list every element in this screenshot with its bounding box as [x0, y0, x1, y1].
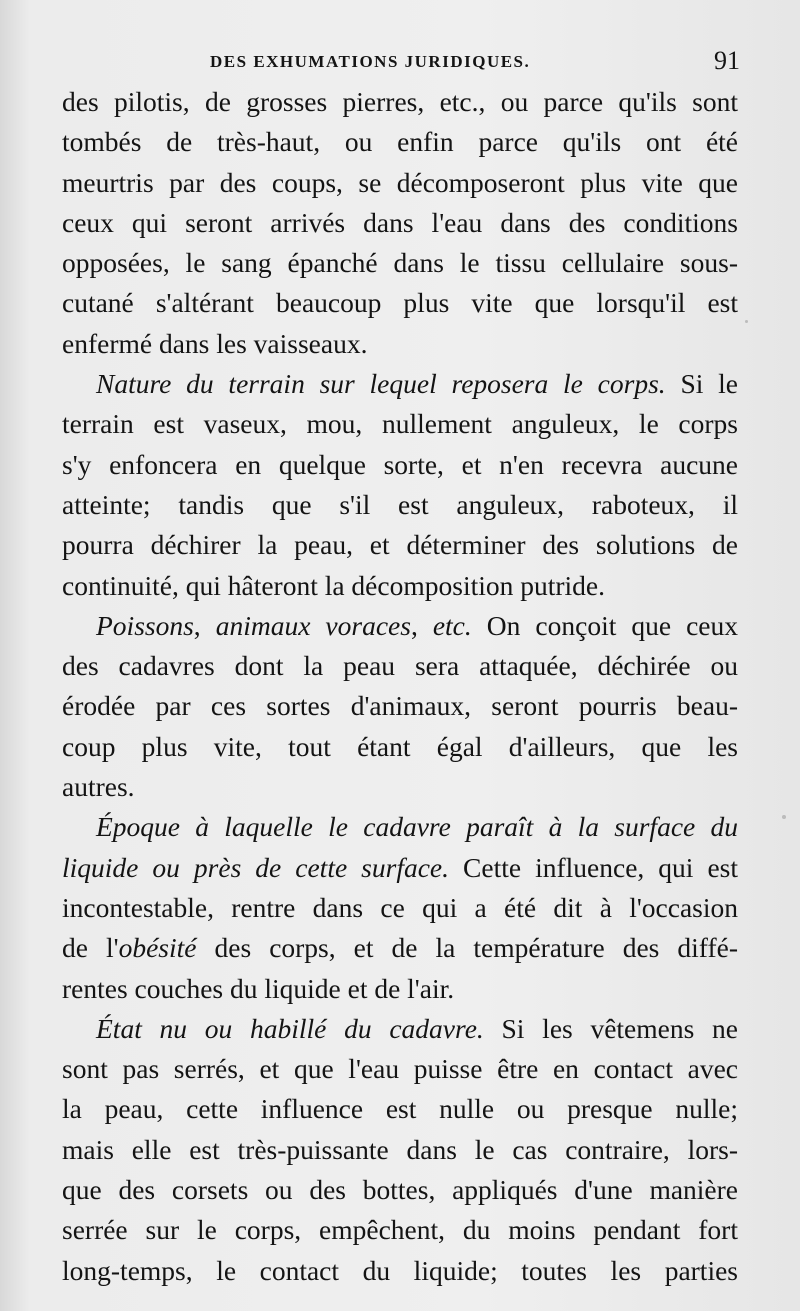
text-line	[62, 566, 738, 606]
text-segment: meurtris par des coups, se décomposeront plus vite que	[62, 166, 738, 198]
text-line	[62, 767, 738, 807]
text-segment: des corps, et de la température des diffé-	[196, 932, 738, 964]
text-line	[62, 324, 738, 364]
text-line	[62, 1210, 738, 1250]
text-line	[62, 807, 738, 847]
text-line	[62, 928, 738, 968]
text-segment: coup plus vite, tout étant égal d'ailleurs, que les	[62, 730, 738, 762]
text-segment: la peau, cette influence est nulle ou presque nulle;	[62, 1093, 738, 1125]
text-line	[62, 686, 738, 726]
text-segment: s'y enfoncera en quelque sorte, et n'en recevra aucune	[62, 448, 738, 480]
text-line	[62, 1009, 738, 1049]
text-segment: des cadavres dont la peau sera attaquée, déchirée ou	[62, 650, 738, 682]
paper-spot	[782, 815, 786, 819]
italic-text: animaux voraces	[215, 609, 411, 641]
text-segment: cutané s'altérant beaucoup plus vite que lorsqu'il est	[62, 287, 738, 319]
text-segment: ,	[410, 609, 433, 641]
text-segment: ,	[193, 609, 216, 641]
text-segment: atteinte; tandis que s'il est anguleux, raboteux, il	[62, 488, 738, 520]
text-line	[62, 485, 738, 525]
text-line	[62, 163, 738, 203]
text-segment: des pilotis, de grosses pierres, etc., ou parce qu'ils sont	[62, 86, 738, 117]
text-segment: ceux qui seront arrivés dans l'eau dans des conditions	[62, 206, 738, 238]
text-segment: serrée sur le corps, empêchent, du moins pendant fort	[62, 1214, 738, 1246]
italic-text: etc.	[432, 609, 472, 641]
text-segment: rentes couches du liquide et de l'air.	[62, 972, 455, 1004]
italic-text: Nature du terrain sur lequel reposera le corps.	[96, 368, 666, 400]
italic-text: Poissons	[96, 609, 194, 641]
text-line	[62, 888, 738, 928]
italic-text: État nu ou habillé du cadavre.	[96, 1012, 484, 1044]
italic-text: obésité	[118, 932, 197, 964]
text-line	[62, 1251, 738, 1291]
text-line	[62, 283, 738, 323]
text-line	[62, 82, 738, 122]
text-line	[62, 646, 738, 686]
text-segment: Cette influence, qui est	[449, 851, 739, 883]
text-segment: que des corsets ou des bottes, appliqués d'une manière	[62, 1174, 738, 1206]
text-line	[62, 243, 738, 283]
text-line	[62, 1049, 738, 1089]
text-segment: sont pas serrés, et que l'eau puisse être en contact avec	[62, 1053, 738, 1085]
text-segment: Si le	[665, 368, 738, 400]
page-header	[210, 48, 740, 78]
text-segment: Si les vêtemens ne	[483, 1012, 738, 1044]
text-segment: long-temps, le contact du liquide; toutes les parties	[62, 1254, 738, 1286]
text-line	[62, 203, 738, 243]
text-segment: opposées, le sang épanché dans le tissu cellulaire sous-	[62, 247, 738, 279]
text-segment: de l'	[62, 932, 119, 964]
text-line	[62, 727, 738, 767]
body-text	[62, 82, 738, 1291]
text-line	[62, 404, 738, 444]
text-segment: continuité, qui hâteront la décomposition putride.	[62, 569, 606, 601]
text-line	[62, 525, 738, 565]
text-line	[62, 606, 738, 646]
text-line	[62, 969, 738, 1009]
running-head: DES EXHUMATIONS JURIDIQUES.	[210, 52, 531, 71]
text-segment: enfermé dans les vaisseaux.	[62, 327, 368, 359]
page-number: 91	[714, 46, 740, 75]
text-segment: On conçoit que ceux	[471, 609, 738, 641]
text-segment: terrain est vaseux, mou, nullement anguleux, le corps	[62, 408, 738, 440]
text-segment: pourra déchirer la peau, et déterminer des solutions de	[62, 529, 738, 561]
text-line	[62, 1130, 738, 1170]
paper-spot	[745, 320, 748, 323]
text-segment: mais elle est très-puissante dans le cas contraire, lors-	[62, 1133, 738, 1165]
text-line	[62, 445, 738, 485]
text-line	[62, 1089, 738, 1129]
italic-text: liquide ou près de cette surface.	[62, 851, 450, 883]
text-segment: tombés de très-haut, ou enfin parce qu'ils ont été	[62, 126, 738, 158]
text-line	[62, 122, 738, 162]
text-line	[62, 364, 738, 404]
text-line	[62, 1170, 738, 1210]
text-line	[62, 848, 738, 888]
italic-text: Époque à laquelle le cadavre paraît à la surface du	[96, 811, 738, 843]
text-segment: incontestable, rentre dans ce qui a été dit à l'occasion	[62, 891, 738, 923]
text-segment: érodée par ces sortes d'animaux, seront pourris beau-	[62, 690, 738, 722]
text-segment: autres.	[62, 771, 135, 803]
